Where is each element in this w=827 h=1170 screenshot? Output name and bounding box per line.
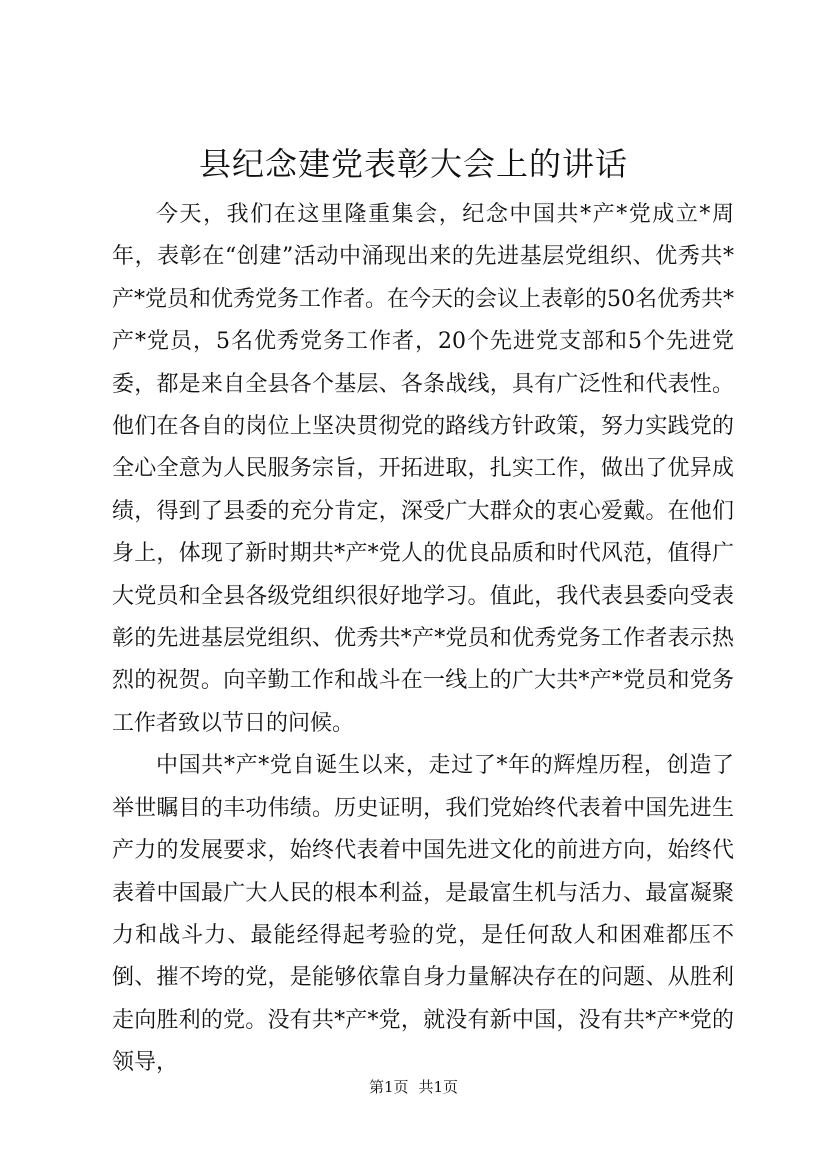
page-total: 共1页: [418, 1078, 459, 1096]
document-title: 县纪念建党表彰大会上的讲话: [198, 145, 628, 183]
document-body: [112, 194, 734, 1085]
paragraph-1: 今天，我们在这里隆重集会，纪念中国共*产*党成立*周年，表彰在“创建”活动中涌现出来的先进基层党组织、优秀共*产*党员和优秀党务工作者。在今天的会议上表彰的50名优秀共*产*党员，5名优秀党务工作者，20个先进党支部和5个先进党委，都是来自全县各个基层、各条战线，具有广泛性和代表性。他们在各自的岗位上坚决贯彻党的路线方针政策，努力实践党的全心全意为人民服务宗旨，开拓进取，扎实工作，做出了优异成绩，得到了县委的充分肯定，深受广大群众的衷心爱戴。在他们身上，体现了新时期共*产*党人的优良品质和时代风范，值得广大党员和全县各级党组织很好地学习。值此，我代表县委向受表彰的先进基层党组织、优秀共*产*党员和优秀党务工作者表示热烈的祝贺。向辛勤工作和战斗在一线上的广大共*产*党员和党务工作者致以节日的问候。: [112, 202, 734, 736]
paragraph-2: 中国共*产*党自诞生以来，走过了*年的辉煌历程，创造了举世瞩目的丰功伟绩。历史证明，我们党始终代表着中国先进生产力的发展要求，始终代表着中国先进文化的前进方向，始终代表着中国最广大人民的根本利益，是最富生机与活力、最富凝聚力和战斗力、最能经得起考验的党，是任何敌人和困难都压不倒、摧不垮的党，是能够依靠自身力量解决存在的问题、从胜利走向胜利的党。没有共*产*党，就没有新中国，没有共*产*党的领导，: [112, 753, 734, 1076]
page-footer: [0, 1077, 827, 1097]
page-number: 第1页: [368, 1078, 409, 1096]
